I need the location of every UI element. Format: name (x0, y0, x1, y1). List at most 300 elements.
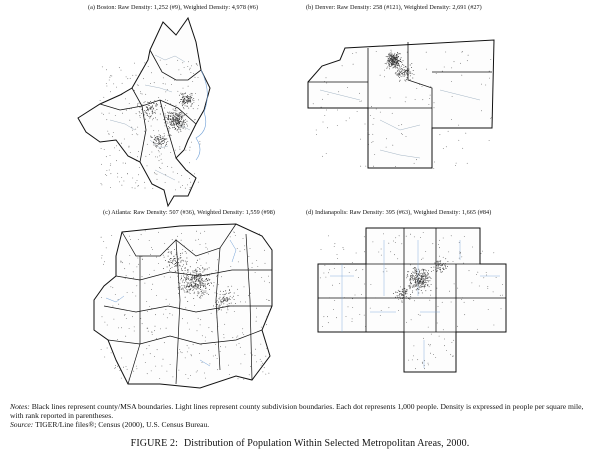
population-dot (428, 277, 429, 278)
population-dot (424, 282, 425, 283)
population-dot (364, 284, 365, 285)
population-dot (418, 314, 419, 315)
population-dot (429, 300, 430, 301)
population-dot (410, 282, 411, 283)
population-dot (463, 263, 464, 264)
population-dot (394, 254, 395, 255)
population-dot (412, 275, 413, 276)
population-dot (424, 273, 425, 274)
panel-title-denver: (b) Denver: Raw Density: 258 (#121), Weighted Density: 2,691 (#27) (306, 4, 482, 11)
population-dot (428, 327, 429, 328)
population-dot (424, 269, 425, 270)
population-dot (428, 273, 429, 274)
population-dot (420, 281, 421, 282)
population-dot (493, 252, 494, 253)
population-dot (424, 368, 425, 369)
population-dot (343, 247, 344, 248)
population-dot (428, 280, 429, 281)
population-dot (423, 281, 424, 282)
population-dot (395, 292, 396, 293)
population-dot (399, 296, 400, 297)
population-dot (389, 307, 390, 308)
population-dot (430, 346, 431, 347)
population-dot (482, 251, 483, 252)
population-dot (442, 268, 443, 269)
population-dot (420, 287, 421, 288)
population-dot (401, 294, 402, 295)
population-dot (418, 279, 419, 280)
population-dot (402, 291, 403, 292)
population-dot (399, 291, 400, 292)
population-dot (378, 252, 379, 253)
population-dot (422, 276, 423, 277)
population-dot (427, 280, 428, 281)
population-dot (439, 336, 440, 337)
population-dot (409, 280, 410, 281)
population-dot (443, 329, 444, 330)
population-dot (405, 293, 406, 294)
population-dot (443, 269, 444, 270)
population-dot (410, 278, 411, 279)
population-dot (423, 278, 424, 279)
population-dot (442, 302, 443, 303)
population-dot (415, 286, 416, 287)
population-dot (397, 292, 398, 293)
population-dot (383, 234, 384, 235)
population-dot (413, 272, 414, 273)
source-paragraph (10, 420, 595, 429)
notes-label: Notes: (10, 402, 30, 411)
population-dot (386, 268, 387, 269)
population-dot (413, 268, 414, 269)
population-dot (440, 270, 441, 271)
population-dot (417, 276, 418, 277)
population-dot (388, 243, 389, 244)
population-dot (486, 272, 487, 273)
population-dot (398, 310, 399, 311)
population-dot (418, 284, 419, 285)
population-dot (413, 284, 414, 285)
population-dot (436, 261, 437, 262)
population-dot (352, 262, 353, 263)
population-dot (419, 274, 420, 275)
population-dot (415, 368, 416, 369)
population-dot (407, 271, 408, 272)
panel-title-indianapolis: (d) Indianapolis: Raw Density: 395 (#63), Weighted Density: 1,665 (#84) (306, 209, 492, 216)
population-dot (487, 286, 488, 287)
population-dot (402, 294, 403, 295)
population-dot (435, 260, 436, 261)
population-dot (451, 302, 452, 303)
population-dot (421, 279, 422, 280)
population-dot (419, 271, 420, 272)
population-dot (395, 237, 396, 238)
population-dot (412, 292, 413, 293)
population-dot (417, 288, 418, 289)
population-dot (324, 316, 325, 317)
population-dot (452, 356, 453, 357)
population-dot (422, 284, 423, 285)
population-dot (431, 334, 432, 335)
population-dot (421, 278, 422, 279)
population-dot (343, 249, 344, 250)
population-dot (459, 258, 460, 259)
population-dot (496, 277, 497, 278)
population-dot (421, 286, 422, 287)
population-dot (415, 279, 416, 280)
population-dot (420, 237, 421, 238)
population-dot (428, 270, 429, 271)
population-dot (410, 265, 411, 266)
population-dot (462, 297, 463, 298)
population-dot (493, 292, 494, 293)
population-dot (450, 354, 451, 355)
population-dot (410, 279, 411, 280)
population-dot (406, 291, 407, 292)
population-dot (414, 276, 415, 277)
population-dot (502, 284, 503, 285)
population-dot (444, 345, 445, 346)
population-dot (420, 276, 421, 277)
population-dot (416, 283, 417, 284)
population-dot (464, 302, 465, 303)
population-dot (477, 272, 478, 273)
population-dot (428, 365, 429, 366)
population-dot (441, 265, 442, 266)
population-dot (399, 295, 400, 296)
population-dot (440, 261, 441, 262)
population-dot (346, 316, 347, 317)
population-dot (395, 242, 396, 243)
population-dot (436, 264, 437, 265)
population-dot (472, 283, 473, 284)
population-dot (439, 256, 440, 257)
population-dot (397, 297, 398, 298)
population-dot (444, 265, 445, 266)
population-dot (419, 274, 420, 275)
population-dot (438, 306, 439, 307)
panel-title-boston: (a) Boston: Raw Density: 1,252 (#9), Weighted Density: 4,978 (#6) (88, 4, 259, 11)
population-dot (422, 283, 423, 284)
population-dot (440, 265, 441, 266)
population-dot (408, 285, 409, 286)
population-dot (438, 263, 439, 264)
population-dot (358, 277, 359, 278)
population-dot (433, 267, 434, 268)
population-dot (416, 270, 417, 271)
population-dot (473, 300, 474, 301)
population-dot (443, 263, 444, 264)
population-dot (332, 285, 333, 286)
population-dot (425, 284, 426, 285)
population-dot (428, 281, 429, 282)
population-dot (448, 252, 449, 253)
population-dot (420, 315, 421, 316)
population-dot (452, 342, 453, 343)
population-dot (440, 267, 441, 268)
population-dot (444, 339, 445, 340)
indianapolis-outline (318, 228, 506, 372)
population-dot (398, 297, 399, 298)
population-dot (364, 315, 365, 316)
population-dot (417, 359, 418, 360)
population-dot (481, 253, 482, 254)
population-dot (414, 273, 415, 274)
population-dot (371, 284, 372, 285)
population-dot (427, 275, 428, 276)
caption-figure-number: FIGURE 2: (130, 438, 178, 449)
population-dot (451, 235, 452, 236)
population-dot (344, 297, 345, 298)
population-dot (431, 271, 432, 272)
population-dot (375, 298, 376, 299)
population-dot (412, 279, 413, 280)
population-dot (422, 292, 423, 293)
population-dot (437, 270, 438, 271)
population-dot (401, 301, 402, 302)
population-dot (333, 309, 334, 310)
population-dot (438, 261, 439, 262)
population-dot (410, 276, 411, 277)
population-dot (406, 289, 407, 290)
population-dot (417, 280, 418, 281)
population-dot (410, 298, 411, 299)
population-dot (410, 234, 411, 235)
population-dot (355, 295, 356, 296)
population-dot (424, 287, 425, 288)
population-dot (437, 323, 438, 324)
population-dot (500, 295, 501, 296)
population-dot (400, 297, 401, 298)
population-dot (421, 275, 422, 276)
population-dot (464, 236, 465, 237)
population-dot (459, 252, 460, 253)
population-dot (435, 357, 436, 358)
source-label: Source: (10, 420, 34, 429)
population-dot (424, 365, 425, 366)
population-dot (387, 271, 388, 272)
population-dot (414, 279, 415, 280)
population-dot (425, 282, 426, 283)
population-dot (411, 319, 412, 320)
population-dot (437, 268, 438, 269)
population-dot (418, 283, 419, 284)
population-dot (381, 249, 382, 250)
population-dot (416, 284, 417, 285)
population-dot (429, 280, 430, 281)
population-dot (418, 293, 419, 294)
population-dot (381, 255, 382, 256)
population-dot (422, 277, 423, 278)
population-dot (406, 236, 407, 237)
population-dot (420, 285, 421, 286)
population-dot (412, 272, 413, 273)
population-dot (427, 285, 428, 286)
population-dot (403, 297, 404, 298)
population-dot (476, 264, 477, 265)
population-dot (423, 276, 424, 277)
population-dot (453, 340, 454, 341)
population-dot (430, 353, 431, 354)
population-dot (428, 277, 429, 278)
population-dot (426, 270, 427, 271)
population-dot (410, 288, 411, 289)
population-dot (408, 276, 409, 277)
population-dot (460, 253, 461, 254)
population-dot (425, 285, 426, 286)
population-dot (425, 270, 426, 271)
population-dot (427, 272, 428, 273)
population-dot (445, 258, 446, 259)
population-dot (415, 277, 416, 278)
population-dot (349, 272, 350, 273)
population-dot (419, 278, 420, 279)
population-dot (439, 247, 440, 248)
population-dot (457, 326, 458, 327)
population-dot (416, 274, 417, 275)
population-dot (418, 289, 419, 290)
source-text: TIGER/Line files®; Census (2000), U.S. Census Bureau. (35, 420, 210, 429)
population-dot (415, 282, 416, 283)
population-dot (400, 287, 401, 288)
population-dot (494, 325, 495, 326)
population-dot (326, 277, 327, 278)
population-dot (397, 295, 398, 296)
population-dot (425, 290, 426, 291)
population-dot (322, 326, 323, 327)
population-dot (422, 274, 423, 275)
population-dot (410, 294, 411, 295)
population-dot (438, 265, 439, 266)
population-dot (420, 273, 421, 274)
population-dot (426, 276, 427, 277)
population-dot (453, 261, 454, 262)
population-dot (435, 267, 436, 268)
population-dot (380, 315, 381, 316)
population-dot (321, 249, 322, 250)
population-dot (457, 288, 458, 289)
population-dot (426, 278, 427, 279)
population-dot (425, 276, 426, 277)
population-dot (422, 286, 423, 287)
population-dot (421, 259, 422, 260)
population-dot (359, 314, 360, 315)
population-dot (419, 286, 420, 287)
population-dot (335, 243, 336, 244)
population-dot (420, 283, 421, 284)
population-dot (393, 293, 394, 294)
population-dot (402, 289, 403, 290)
population-dot (437, 263, 438, 264)
population-dot (401, 293, 402, 294)
population-dot (400, 298, 401, 299)
notes-text: Black lines represent county/MSA boundaries. Light lines represent county subdivision boundaries. Each dot represents 1,000 people. Density is expressed in people per square mile, with rank reported in parentheses. (10, 402, 584, 420)
population-dot (469, 270, 470, 271)
population-dot (348, 307, 349, 308)
population-dot (329, 297, 330, 298)
population-dot (337, 258, 338, 259)
population-dot (352, 319, 353, 320)
panel-title-atlanta: (c) Atlanta: Raw Density: 507 (#36), Weighted Density: 1,559 (#98) (103, 209, 276, 216)
population-dot (421, 270, 422, 271)
population-dot (415, 268, 416, 269)
population-dot (423, 271, 424, 272)
population-dot (439, 261, 440, 262)
population-dot (320, 278, 321, 279)
population-dot (440, 271, 441, 272)
notes-paragraph (10, 402, 595, 420)
population-dot (407, 290, 408, 291)
population-dot (447, 261, 448, 262)
population-dot (430, 344, 431, 345)
population-dot (419, 281, 420, 282)
population-dot (461, 257, 462, 258)
population-dot (403, 292, 404, 293)
population-dot (412, 290, 413, 291)
population-dot (430, 295, 431, 296)
population-dot (417, 274, 418, 275)
population-dot (383, 272, 384, 273)
population-dot (461, 299, 462, 300)
population-dot (438, 244, 439, 245)
population-dot (327, 316, 328, 317)
population-dot (438, 264, 439, 265)
population-dot (415, 275, 416, 276)
population-dot (399, 293, 400, 294)
population-dot (400, 291, 401, 292)
population-dot (356, 253, 357, 254)
population-dot (472, 247, 473, 248)
population-dot (328, 272, 329, 273)
population-dot (398, 299, 399, 300)
population-dot (410, 296, 411, 297)
population-dot (356, 270, 357, 271)
population-dot (395, 297, 396, 298)
population-dot (436, 271, 437, 272)
population-dot (425, 278, 426, 279)
population-dot (424, 360, 425, 361)
population-dot (328, 322, 329, 323)
population-dot (423, 338, 424, 339)
population-dot (364, 236, 365, 237)
population-dot (438, 266, 439, 267)
population-dot (433, 354, 434, 355)
population-dot (428, 363, 429, 364)
population-dot (414, 346, 415, 347)
population-dot (329, 269, 330, 270)
population-dot (439, 263, 440, 264)
population-dot (413, 356, 414, 357)
population-dot (488, 309, 489, 310)
population-dot (361, 294, 362, 295)
population-dot (421, 290, 422, 291)
population-dot (412, 360, 413, 361)
population-dot (439, 269, 440, 270)
population-dot (445, 263, 446, 264)
population-dot (425, 276, 426, 277)
population-dot (431, 278, 432, 279)
population-dot (401, 243, 402, 244)
population-dot (334, 300, 335, 301)
population-dot (365, 326, 366, 327)
population-dot (328, 236, 329, 237)
population-dot (334, 263, 335, 264)
population-dot (442, 271, 443, 272)
population-dot (425, 286, 426, 287)
population-dot (414, 237, 415, 238)
population-dot (411, 275, 412, 276)
population-dot (423, 232, 424, 233)
